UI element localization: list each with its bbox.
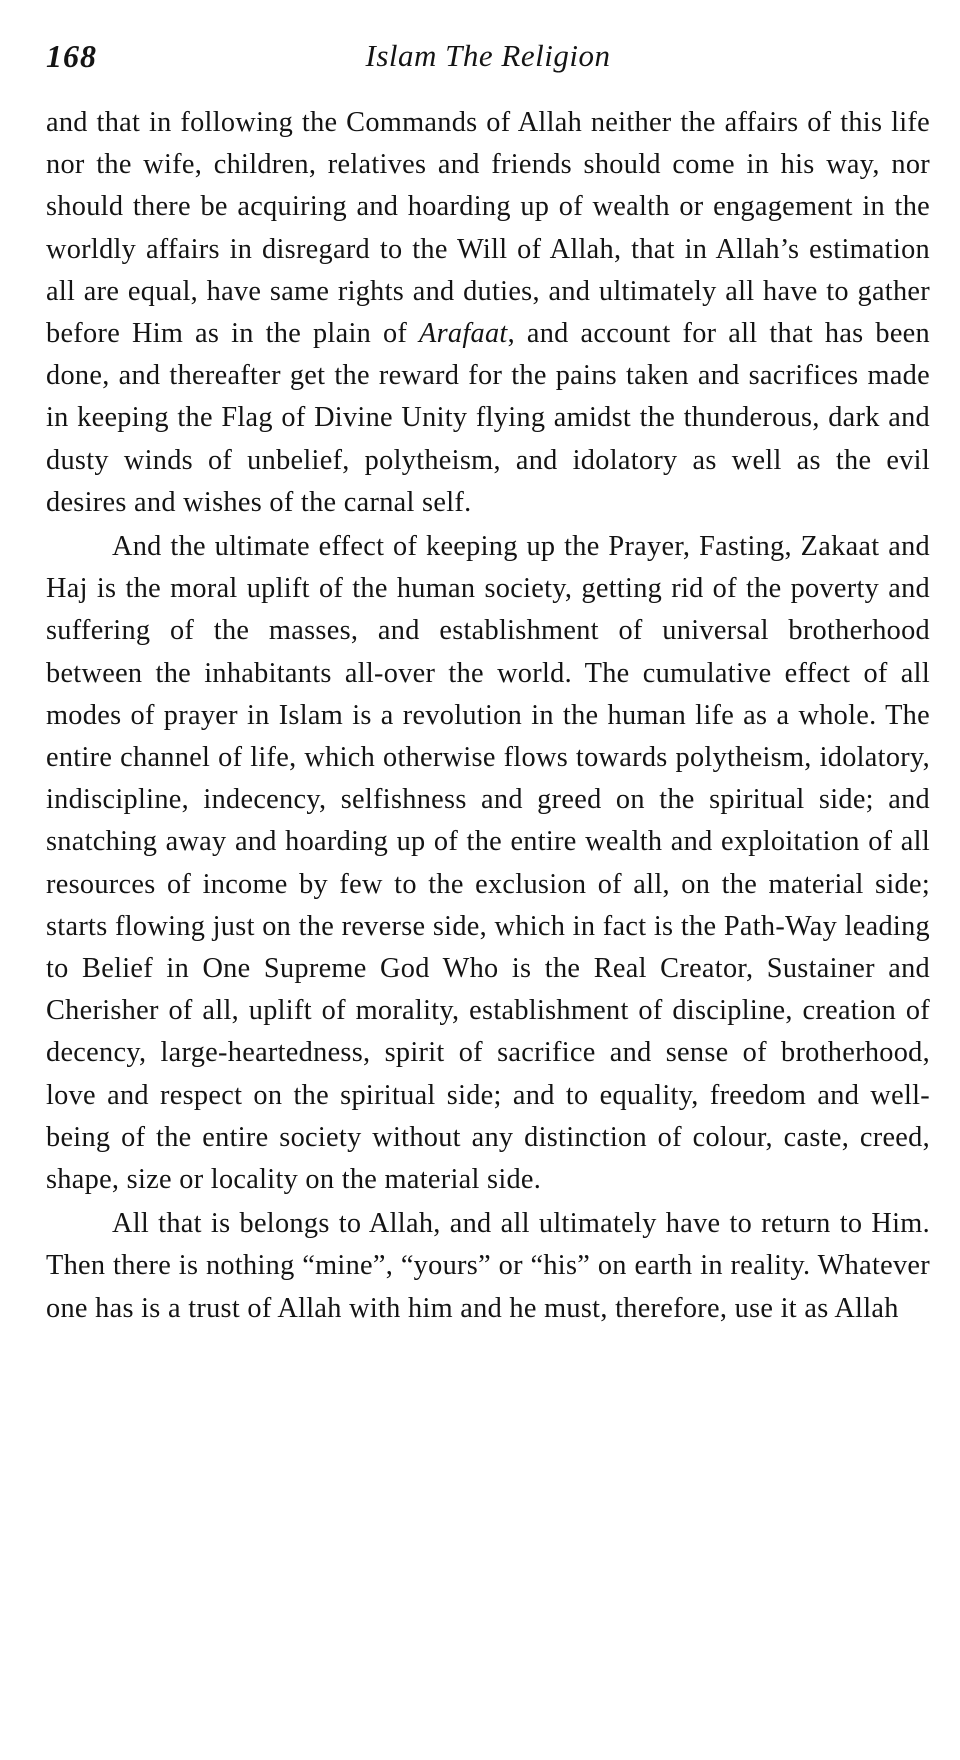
body-text	[46, 102, 930, 1330]
page-header	[46, 38, 930, 82]
page-number: 168	[46, 38, 97, 74]
running-title: Islam The Religion	[365, 38, 611, 73]
paragraph-3: All that is belongs to Allah, and all ultimately have to return to Him. Then there is nothing “mine”, “yours” or “his” on earth in reality. Whatever one has is a trust of Allah with him and he must, therefore, use it as Allah	[46, 1208, 930, 1324]
paragraph-1-text-before: and that in following the Commands of Allah neither the affairs of this life nor the wife, children, relatives and friends should come in his way, nor should there be acquiring and hoarding up of wealth or engagement in the worldly affairs in disregard to the Will of Allah, that in Allah’s estimation all are equal, have same rights and duties, and ultimately all have to gather before Him as in the plain of	[46, 107, 930, 350]
paragraph-2: And the ultimate effect of keeping up the Prayer, Fasting, Zakaat and Haj is the moral uplift of the human society, getting rid of the poverty and suffering of the masses, and establishment of universal brotherhood between the inhabitants all-over the world. The cumulative effect of all modes of prayer in Islam is a revolution in the human life as a whole. The entire channel of life, which otherwise flows towards polytheism, idolatory, indiscipline, indecency, selfishness and greed on the spiritual side; and snatching away and hoarding up of the entire wealth and exploitation of all resources of income by few to the exclusion of all, on the material side; starts flowing just on the reverse side, which in fact is the Path-Way leading to Belief in One Supreme God Who is the Real Creator, Sustainer and Cherisher of all, uplift of morality, establishment of discipline, creation of decency, large-heartedness, spirit of sacrifice and sense of brotherhood, love and respect on the spiritual side; and to equality, freedom and well-being of the entire society without any distinction of colour, caste, creed, shape, size or locality on the material side.	[46, 531, 930, 1196]
place-name-arafaat: Arafaat	[419, 318, 508, 350]
paragraph-1	[46, 102, 930, 524]
paragraph-1-text-after: , and account for all that has been done, and thereafter get the reward for the pains taken and sacrifices made in keeping the Flag of Divine Unity flying amidst the thunderous, dark and dusty winds of unbelief, polytheism, and idolatory as well as the evil desires and wishes of the carnal self.	[46, 318, 930, 518]
